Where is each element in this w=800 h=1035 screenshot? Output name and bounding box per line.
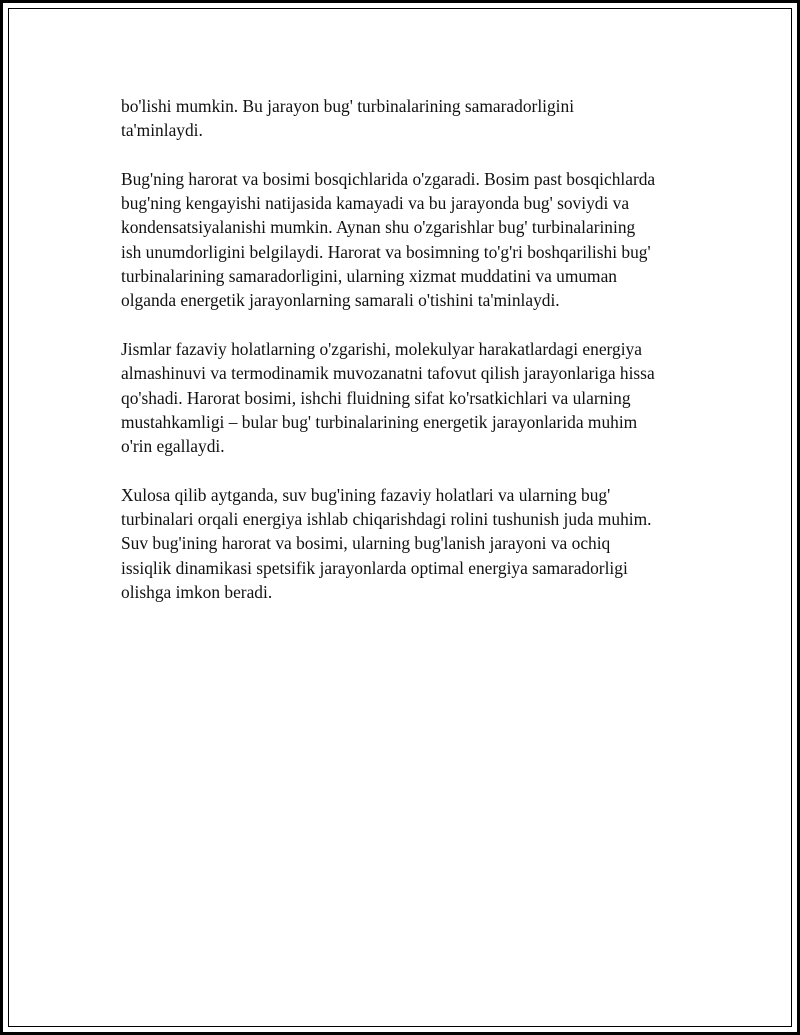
text-line: qo'shadi. Harorat bosimi, ishchi fluidning sifat ko'rsatkichlari va ularning	[121, 387, 631, 408]
paragraph-3	[121, 337, 701, 458]
text-line: ish unumdorligini belgilaydi. Harorat va bosimning to'g'ri boshqarilishi bug'	[121, 241, 651, 262]
text-line: kondensatsiyalanishi mumkin. Aynan shu o'zgarishlar bug' turbinalarining	[121, 217, 636, 238]
text-line: olishga imkon beradi.	[121, 581, 273, 602]
text-line: bo'lishi mumkin. Bu jarayon bug' turbinalarining samaradorligini	[121, 96, 575, 116]
text-line: ta'minlaydi.	[121, 120, 203, 141]
text-line: bug'ning kengayishi natijasida kamayadi va bu jarayonda bug' soviydi va	[121, 193, 630, 214]
paragraph-1	[121, 94, 701, 143]
paragraph-4	[121, 483, 701, 604]
text-line: Suv bug'ining harorat va bosimi, ularning bug'lanish jarayoni va ochiq	[121, 533, 611, 554]
text-line: Bug'ning harorat va bosimi bosqichlarida o'zgaradi. Bosim past bosqichlarda	[121, 168, 656, 189]
text-line: almashinuvi va termodinamik muvozanatni tafovut qilish jarayonlariga hissa	[121, 363, 655, 384]
document-body	[121, 94, 701, 629]
text-line: o'rin egallaydi.	[121, 436, 225, 457]
paragraph-2	[121, 167, 701, 313]
text-line: issiqlik dinamikasi spetsifik jarayonlarda optimal energiya samaradorligi	[121, 557, 628, 578]
text-line: mustahkamligi – bular bug' turbinalarining energetik jarayonlarida muhim	[121, 411, 638, 432]
text-line: turbinalarining samaradorligini, ularning xizmat muddatini va umuman	[121, 266, 617, 287]
text-line: Jismlar fazaviy holatlarning o'zgarishi, molekulyar harakatlardagi energiya	[121, 338, 642, 359]
text-line: Xulosa qilib aytganda, suv bug'ining fazaviy holatlari va ularning bug'	[121, 484, 611, 505]
text-line: turbinalari orqali energiya ishlab chiqarishdagi rolini tushunish juda muhim.	[121, 509, 652, 530]
text-line: olganda energetik jarayonlarning samarali o'tishini ta'minlaydi.	[121, 290, 560, 311]
